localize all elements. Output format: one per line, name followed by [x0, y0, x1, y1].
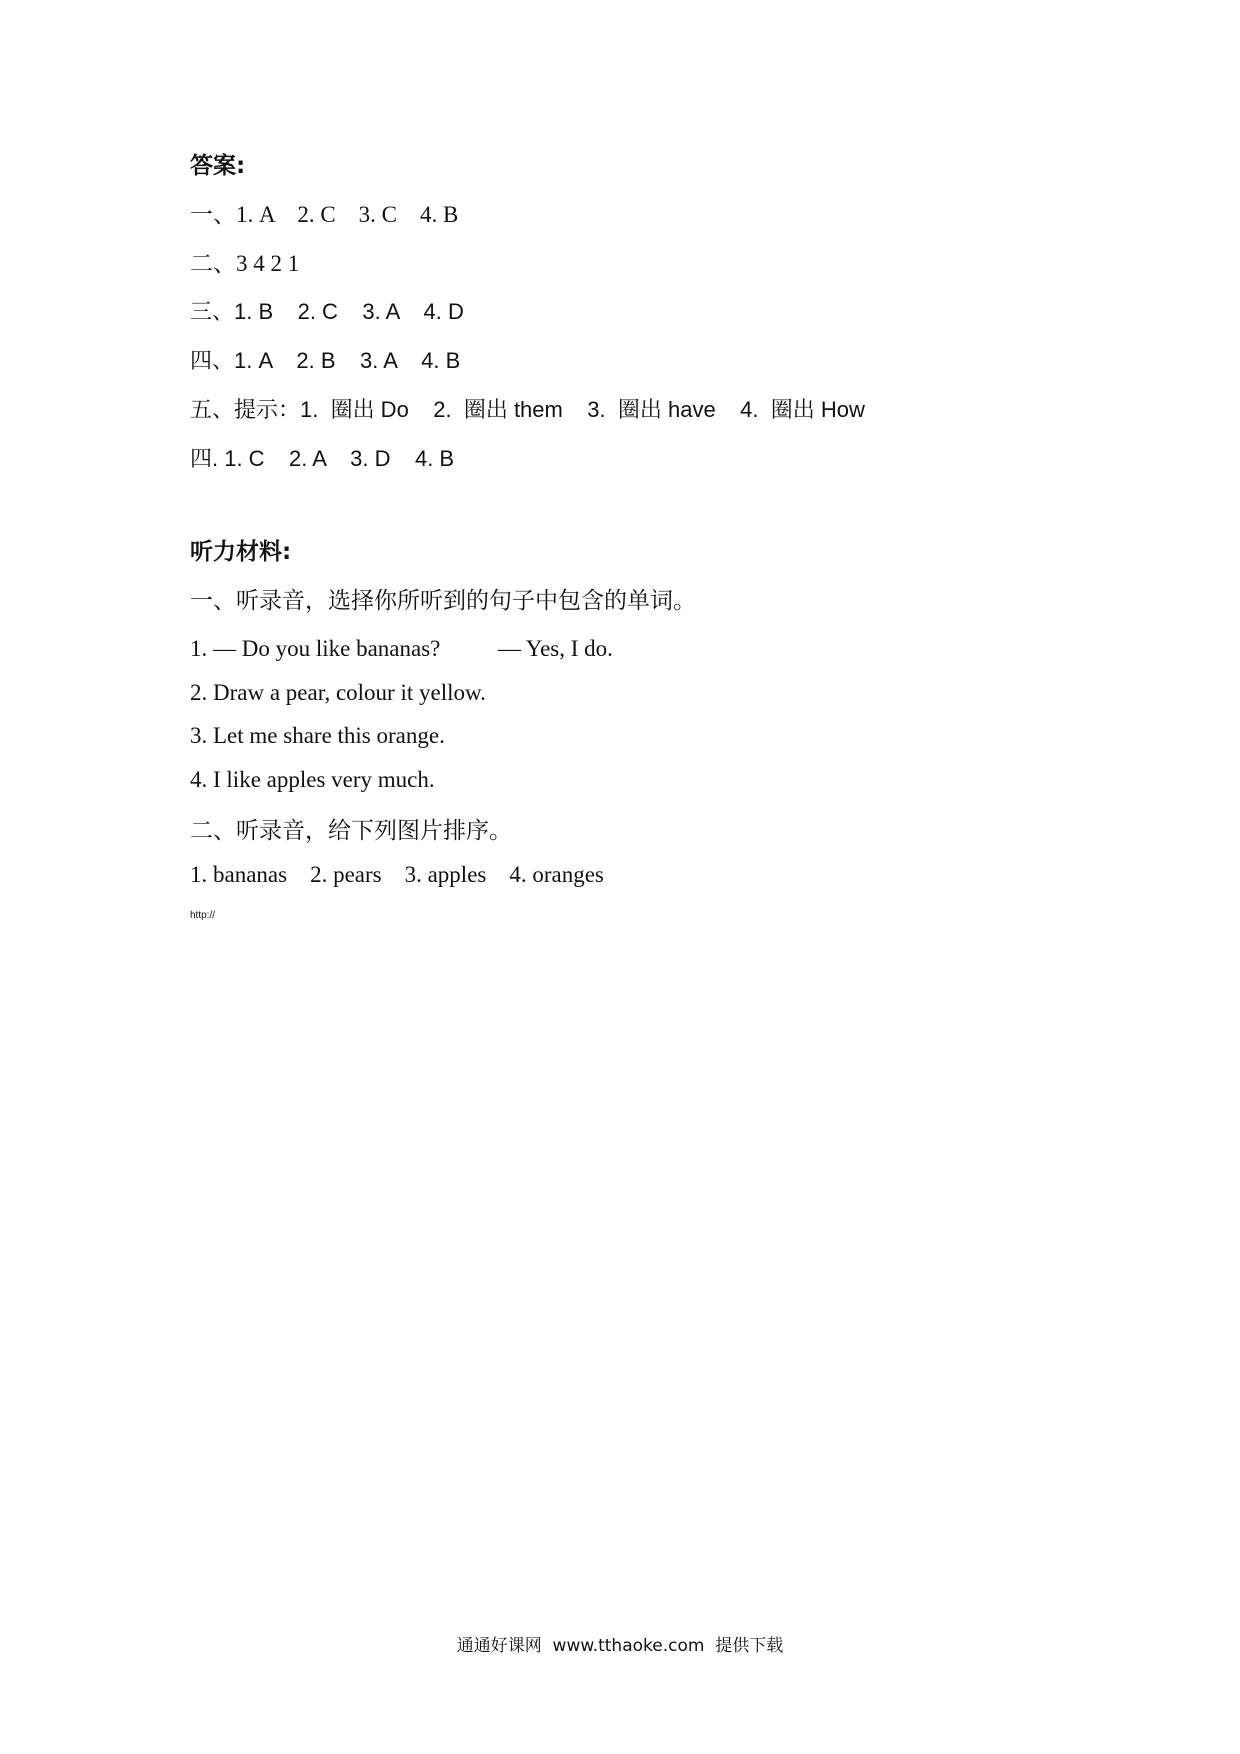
listening-heading: 听力材料:: [190, 539, 292, 565]
section1-item-1: 1. — Do you like bananas? — Yes, I do.: [190, 636, 613, 661]
section2-items: 1. bananas 2. pears 3. apples 4. oranges: [190, 862, 604, 887]
answer-line-3: 三、1. B 2. C 3. A 4. D: [190, 299, 464, 324]
answer-line-6: 四. 1. C 2. A 3. D 4. B: [190, 446, 455, 471]
link-text[interactable]: http://: [190, 910, 216, 921]
footer-credit: 通通好课网 www.tthaoke.com 提供下载: [456, 1636, 784, 1656]
answer-line-1: 一、1. A 2. C 3. C 4. B: [190, 202, 459, 227]
section2-title: 二、听录音，给下列图片排序。: [190, 818, 512, 844]
answer-line-5: 五、提示：1. 圈出 Do 2. 圈出 them 3. 圈出 have 4. 圈出 How: [190, 397, 865, 422]
answer-line-2: 二、3 4 2 1: [190, 251, 300, 276]
section1-item-4: 4. I like apples very much.: [190, 767, 435, 792]
answer-line-4: 四、1. A 2. B 3. A 4. B: [190, 348, 461, 373]
section1-title: 一、听录音，选择你所听到的句子中包含的单词。: [190, 588, 696, 614]
answers-heading: 答案:: [190, 153, 246, 179]
section1-item-2: 2. Draw a pear, colour it yellow.: [190, 680, 486, 705]
section1-item-3: 3. Let me share this orange.: [190, 723, 445, 748]
